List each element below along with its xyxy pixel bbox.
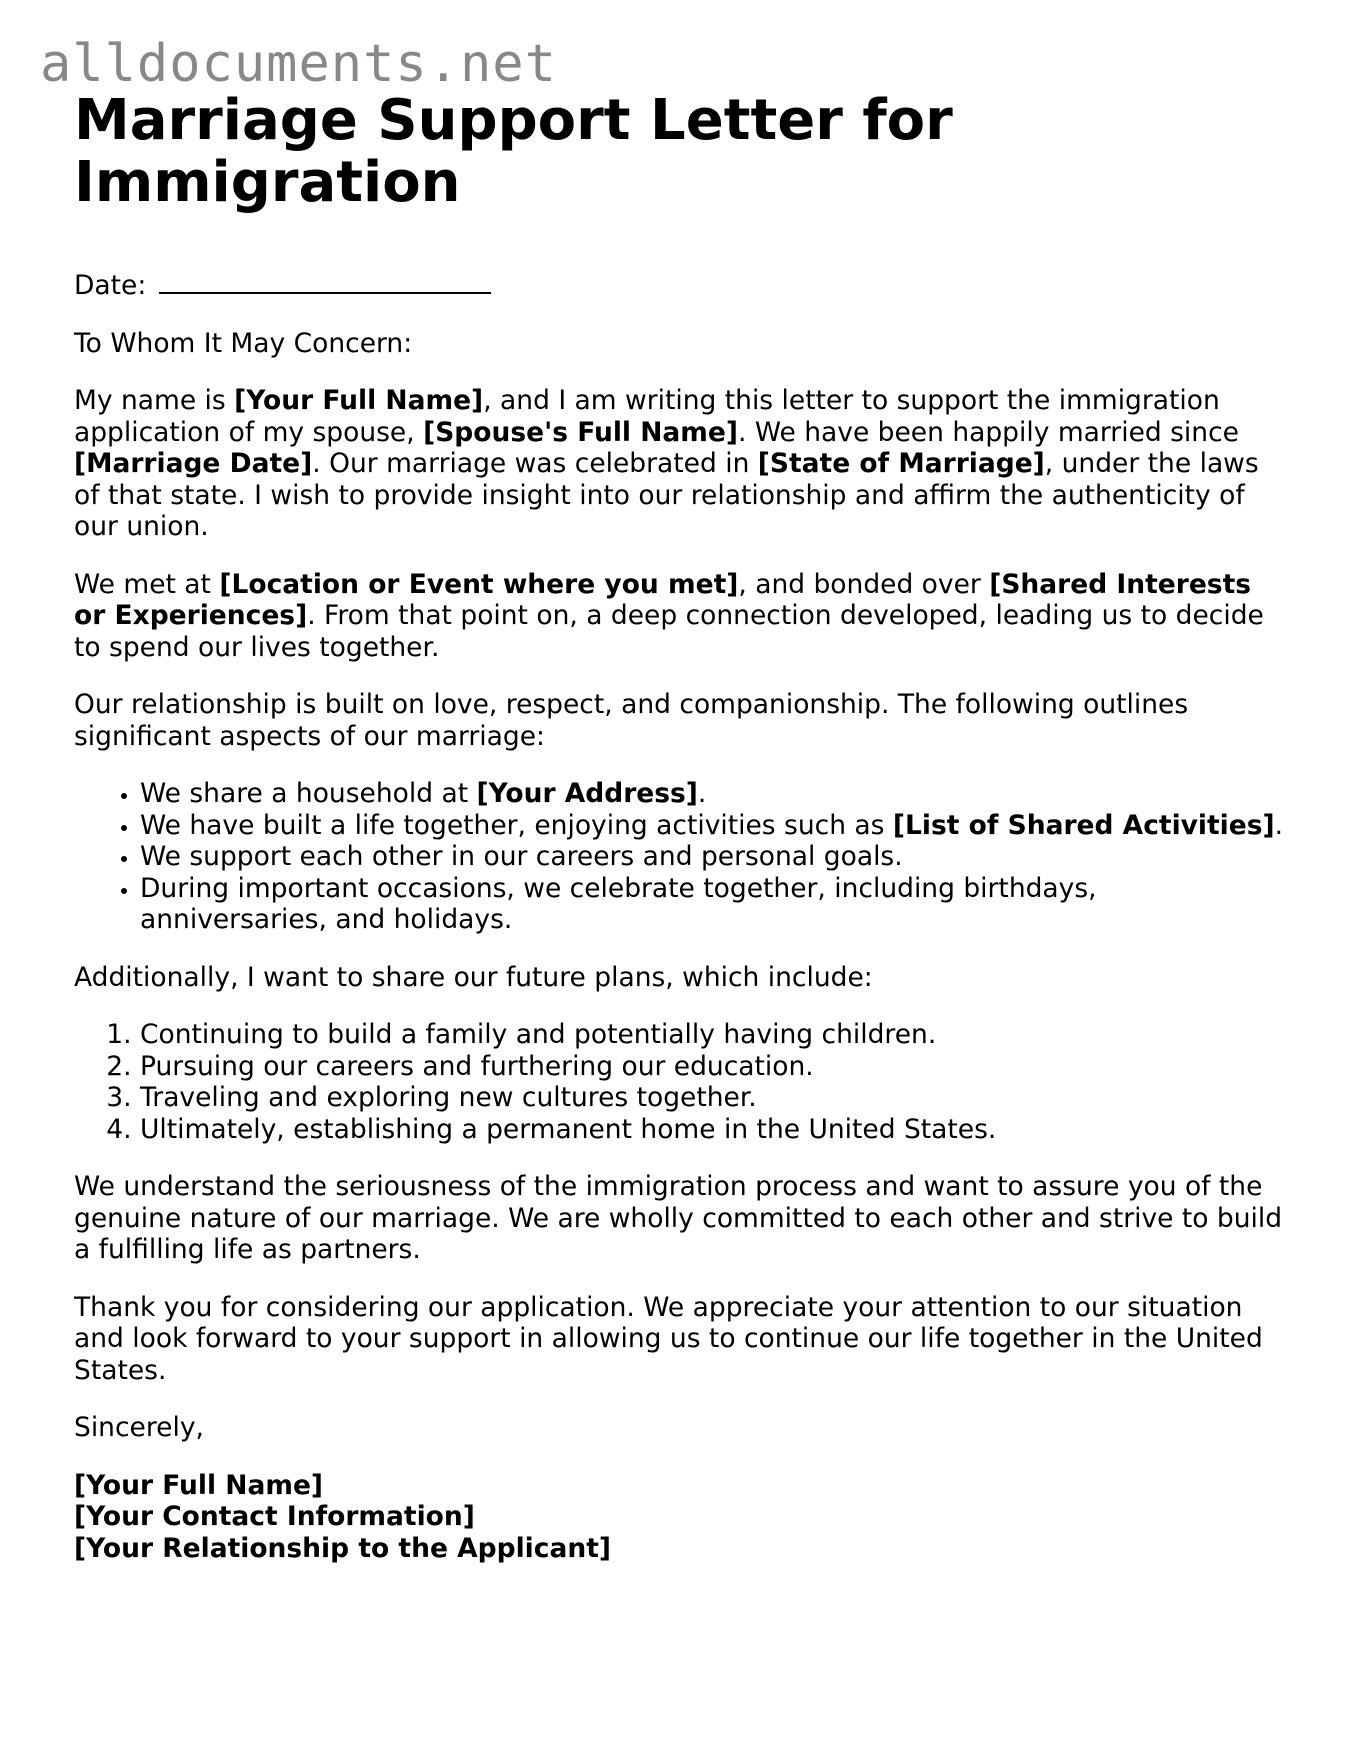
signature-relationship: [Your Relationship to the Applicant]: [74, 1532, 612, 1564]
text-segment: My name is: [74, 385, 235, 416]
text-segment: . From that point on, a deep connection developed, leading us to decide to spend our lives together.: [74, 600, 1264, 663]
list-item: 4. Ultimately, establishing a permanent home in the United States.: [140, 1114, 1284, 1146]
aspects-list: [74, 778, 1284, 936]
text-segment: .: [1274, 809, 1284, 841]
list-item: 1. Continuing to build a family and potentially having children.: [140, 1019, 1284, 1051]
date-line: [74, 268, 1284, 302]
paragraph-commitment: We understand the seriousness of the immigration process and want to assure you of the genuine nature of our marriage. We are wholly committed to each other and strive to build a fulfilling life as partners.: [74, 1171, 1283, 1265]
placeholder-spouse-full-name: [Spouse's Full Name]: [423, 416, 738, 448]
paragraph-thanks: Thank you for considering our application. We appreciate your attention to our situation and look forward to your support in allowing us to continue our life together in the United States.: [74, 1291, 1263, 1386]
list-item: • We support each other in our careers and personal goals.: [140, 841, 1284, 873]
text-segment: , under the laws of that state. I wish to provide insight into our relationship and affirm the authenticity of our union.: [74, 448, 1259, 542]
paragraph-how-we-met: [74, 569, 1284, 664]
list-item: [140, 810, 1284, 842]
text-segment: , and bonded over: [738, 568, 990, 600]
signature-block: [74, 1470, 1284, 1565]
letter-page: [74, 90, 1284, 1564]
watermark: alldocuments.net: [40, 34, 557, 94]
text-segment: , and I am writing this letter to support the immigration application of my spouse,: [74, 385, 1220, 448]
placeholder-your-full-name: [Your Full Name]: [234, 385, 484, 416]
signature-name: [Your Full Name]: [74, 1469, 324, 1501]
text-segment: . Our marriage was celebrated in: [312, 448, 758, 479]
plans-list: [74, 1019, 1284, 1145]
paragraph-relationship: Our relationship is built on love, respect, and companionship. The following outlines significant aspects of our marriage:: [74, 689, 1189, 752]
text-segment: We met at: [74, 568, 220, 600]
paragraph-introduction: [74, 385, 1284, 543]
text-segment: . We have been happily married since: [738, 416, 1239, 448]
placeholder-shared-activities: [List of Shared Activities]: [892, 809, 1275, 841]
text-segment: .: [697, 778, 707, 809]
closing: Sincerely,: [74, 1412, 204, 1443]
placeholder-marriage-date: [Marriage Date]: [74, 448, 313, 479]
signature-contact: [Your Contact Information]: [74, 1501, 475, 1532]
date-label: Date:: [74, 270, 147, 301]
placeholder-shared-interests: [Shared Interests or Experiences]: [74, 568, 1252, 631]
date-blank-field[interactable]: [159, 268, 491, 294]
text-segment: We share a household at: [140, 778, 477, 809]
text-segment: We have built a life together, enjoying activities such as: [140, 809, 893, 841]
list-item: • During important occasions, we celebrate together, including birthdays, anniversaries, and holidays.: [140, 873, 1284, 936]
placeholder-state-of-marriage: [State of Marriage]: [757, 448, 1045, 479]
greeting: To Whom It May Concern:: [74, 327, 413, 359]
list-item: 2. Pursuing our careers and furthering our education.: [140, 1051, 1284, 1083]
paragraph-future-plans: Additionally, I want to share our future plans, which include:: [74, 961, 873, 993]
list-item: [140, 778, 1284, 810]
placeholder-your-address: [Your Address]: [476, 778, 698, 809]
page-title: Marriage Support Letter for Immigration: [74, 88, 953, 215]
list-item: 3. Traveling and exploring new cultures together.: [140, 1082, 1284, 1114]
placeholder-location-met: [Location or Event where you met]: [219, 568, 739, 600]
